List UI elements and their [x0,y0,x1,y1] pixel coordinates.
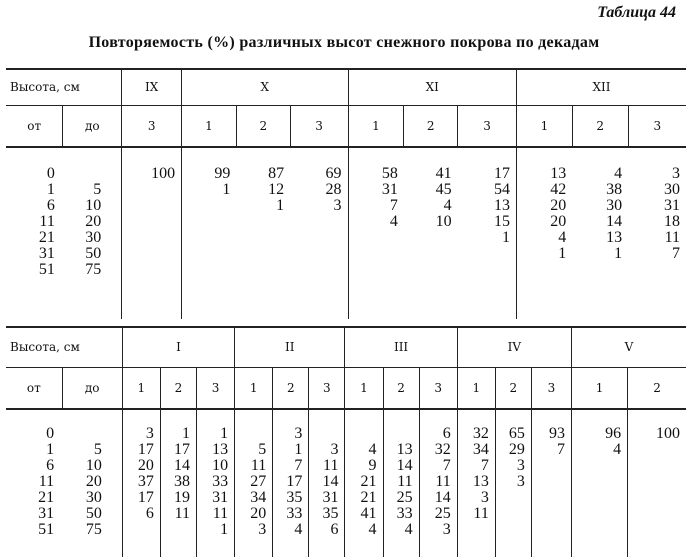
table-number: Таблица 44 [597,4,676,21]
month-header: II [235,327,345,367]
decade-header: 2 [383,367,419,409]
height-from-column: 0 1 6 11 21 31 51 [38,425,55,538]
decade-header: 1 [348,105,404,147]
decade-header: 2 [273,367,309,409]
snow-height-table-autumn [6,68,686,319]
value-column: 5 11 27 34 20 3 [235,409,273,557]
decade-header: 1 [516,105,572,147]
value-column: 65 29 3 3 [495,409,531,557]
value-column: 3 17 20 37 17 6 [122,409,160,557]
height-from-column: 0 1 6 11 21 31 51 [38,165,55,278]
value-column: 41 45 4 10 [435,165,452,230]
decade-header: 3 [419,367,457,409]
decade-header: 3 [531,367,571,409]
value-column: 69 28 3 [325,165,342,214]
decade-header: 1 [457,367,495,409]
decade-header: 2 [160,367,196,409]
value-column: 99 1 [182,147,237,319]
from-header: от [6,367,62,409]
value-column: 87 12 1 [268,165,285,214]
snow-height-table-spring [6,326,686,557]
value-column: 1 17 14 38 19 11 [160,409,196,557]
value-column: 3 1 7 17 35 33 4 [273,409,309,557]
month-header: V [572,327,686,367]
value-column: 13 14 11 25 33 4 [383,409,419,557]
height-header: Высота, см [6,69,122,105]
decade-header: 2 [236,105,290,147]
month-header: IV [457,327,571,367]
value-column: 13 42 20 20 4 1 [516,147,572,319]
value-column: 17 54 13 15 1 [493,165,510,246]
decade-header: 1 [122,367,160,409]
decade-header: 2 [628,367,686,409]
from-header: от [6,105,63,147]
value-column: 32 34 7 13 3 11 [457,409,495,557]
value-column: 4 9 21 21 41 4 [345,409,383,557]
height-to-column: 5 10 20 30 50 75 [85,441,102,538]
month-header: X [182,69,348,105]
value-column: 6 32 7 11 14 25 3 [419,409,457,557]
decade-header: 2 [495,367,531,409]
decade-header: 3 [309,367,345,409]
to-header: до [62,367,122,409]
decade-header: 3 [122,105,182,147]
decade-header: 1 [235,367,273,409]
height-header: Высота, см [6,327,122,367]
value-column: 96 4 [572,409,628,557]
decade-header: 2 [404,105,458,147]
value-column: 1 13 10 33 31 11 1 [197,409,235,557]
decade-header: 3 [197,367,235,409]
value-column: 3 30 31 18 11 7 [664,165,680,262]
decade-header: 3 [290,105,348,147]
month-header: I [122,327,234,367]
decade-header: 1 [182,105,237,147]
height-to-column: 5 10 20 30 50 75 [85,181,102,278]
decade-header: 2 [572,105,628,147]
decade-header: 1 [345,367,383,409]
value-column: 100 [122,147,182,319]
value-column: 3 11 14 31 35 6 [309,409,345,557]
to-header: до [63,105,122,147]
value-column: 58 31 7 4 [348,147,404,319]
value-column: 100 [628,409,686,557]
month-header: IX [122,69,182,105]
decade-header: 3 [628,105,686,147]
month-header: III [345,327,457,367]
month-header: XI [348,69,516,105]
value-column: 4 38 30 14 13 1 [606,165,623,262]
table-title: Повторяемость (%) различных высот снежного покрова по декадам [88,34,600,51]
value-column: 93 7 [531,409,571,557]
month-header: XII [516,69,686,105]
decade-header: 1 [572,367,628,409]
decade-header: 3 [458,105,517,147]
